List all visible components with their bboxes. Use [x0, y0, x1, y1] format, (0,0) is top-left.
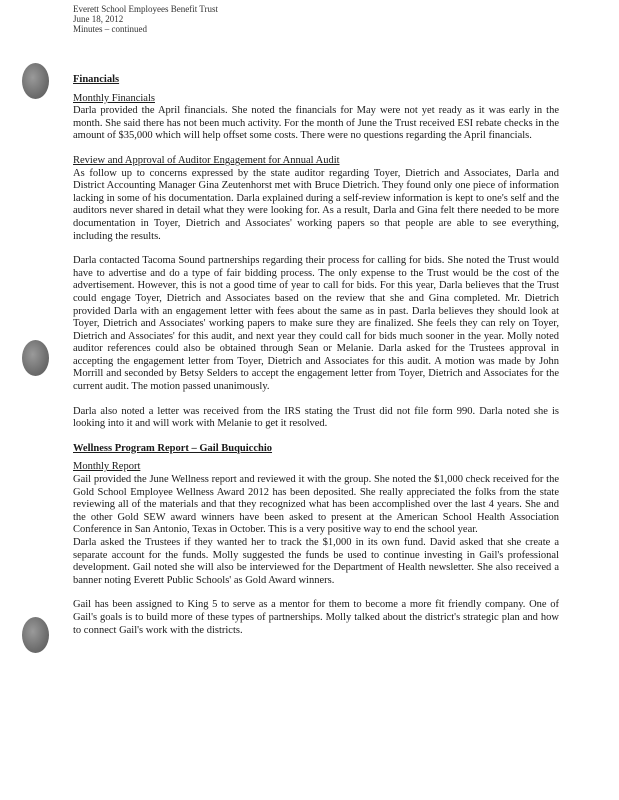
- page-header: [73, 4, 218, 34]
- auditor-heading: Review and Approval of Auditor Engagement for Annual Audit: [73, 154, 340, 166]
- monthly-financials-heading: Monthly Financials: [73, 92, 155, 104]
- monthly-report-heading: Monthly Report: [73, 461, 141, 473]
- header-continued: Minutes – continued: [73, 24, 147, 34]
- binder-hole-bottom: [22, 617, 49, 653]
- binder-hole-top: [22, 63, 49, 99]
- auditor-paragraph-1: As follow up to concerns expressed by the state auditor regarding Toyer, Dietrich and Associates, Darla and District Accounting Manager Gina Zeutenhorst met with Bruce Dietrich. They found only one piece of information lacking in some of his documentation. Darla explained during a self-review information is kept to one's self and the auditors never shared in detail what they were looking for. As a result, Darla and Gina felt there needed to be more documentation in Toyer, Dietrich and Associates' working papers so that people are able to see everything, including the results.: [73, 167, 559, 242]
- monthly-financials-text: Darla provided the April financials. She noted the financials for May were not yet ready as it was early in the month. She said there has not been much activity. For the month of June the Trust received ESI rebate checks in the amount of $35,000 which will help offset some costs. There were no questions regarding the April financials.: [73, 105, 559, 142]
- wellness-paragraph-1: Gail provided the June Wellness report and reviewed it with the group. She noted the $1,000 check received for the Gold School Employee Wellness Award 2012 has been deposited. She really appreciated the folks from the state reviewing all of the materials and that they recognized what has been accomplished over the last 4 years. She and the other Gold SEW award winners have been asked to present at the American School Health Association Conference in San Antonio, Texas in October. This is a very positive way to end the school year.: [73, 474, 559, 536]
- header-org: Everett School Employees Benefit Trust: [73, 4, 218, 14]
- auditor-paragraph-2: Darla contacted Tacoma Sound partnerships regarding their process for calling for bids. She noted the Trust would have to advertise and do a type of fair bidding process. The only expense to the Trust would be the cost of the advertisement. However, this is not a good time of year to call for bids. For this year, Darla believes that the Trust could engage Toyer, Dietrich and Associates based on the review that she and Gina completed. Mr. Dietrich provided Darla with an engagement letter with fees about the same as in past. Darla believes they should look at Toyer, Dietrich and Associates' working papers to make sure they are finalized. She feels they can rely on Toyer, Dietrich and Associates' for this audit, and next year they could call for bids much sooner in the year. Molly noted auditor references could also be obtained through Sean or Melanie. Darla asked for the Trustees approval in accepting the engagement letter from Toyer, Dietrich and Associates for this audit. A motion was made by John Morrill and seconded by Betsy Selders to accept the engagement letter from Toyer, Dietrich and Associates for the current audit. The motion passed unanimously.: [73, 255, 559, 393]
- financials-heading: Financials: [73, 74, 120, 85]
- document-body: [73, 74, 559, 637]
- header-date: June 18, 2012: [73, 14, 124, 24]
- auditor-paragraph-3: Darla also noted a letter was received from the IRS stating the Trust did not file form 990. Darla noted she is looking into it and will work with Melanie to get it resolved.: [73, 405, 559, 430]
- binder-hole-middle: [22, 340, 49, 376]
- wellness-paragraph-2: Darla asked the Trustees if they wanted her to track the $1,000 in its own fund. David asked that she create a separate account for the funds. Molly suggested the funds be used to continue investing in Gail's professional development. Gail noted she will also be interviewed for the Department of Health newsletter. She also received a banner noting Everett Public Schools' as Gold Award winners.: [73, 537, 559, 586]
- wellness-paragraph-3: Gail has been assigned to King 5 to serve as a mentor for them to become a more fit friendly company. One of Gail's goals is to build more of these types of partnerships. Molly talked about the district's strategic plan and how to connect Gail's work with the districts.: [73, 599, 559, 636]
- wellness-heading: Wellness Program Report – Gail Buquicchio: [73, 442, 273, 454]
